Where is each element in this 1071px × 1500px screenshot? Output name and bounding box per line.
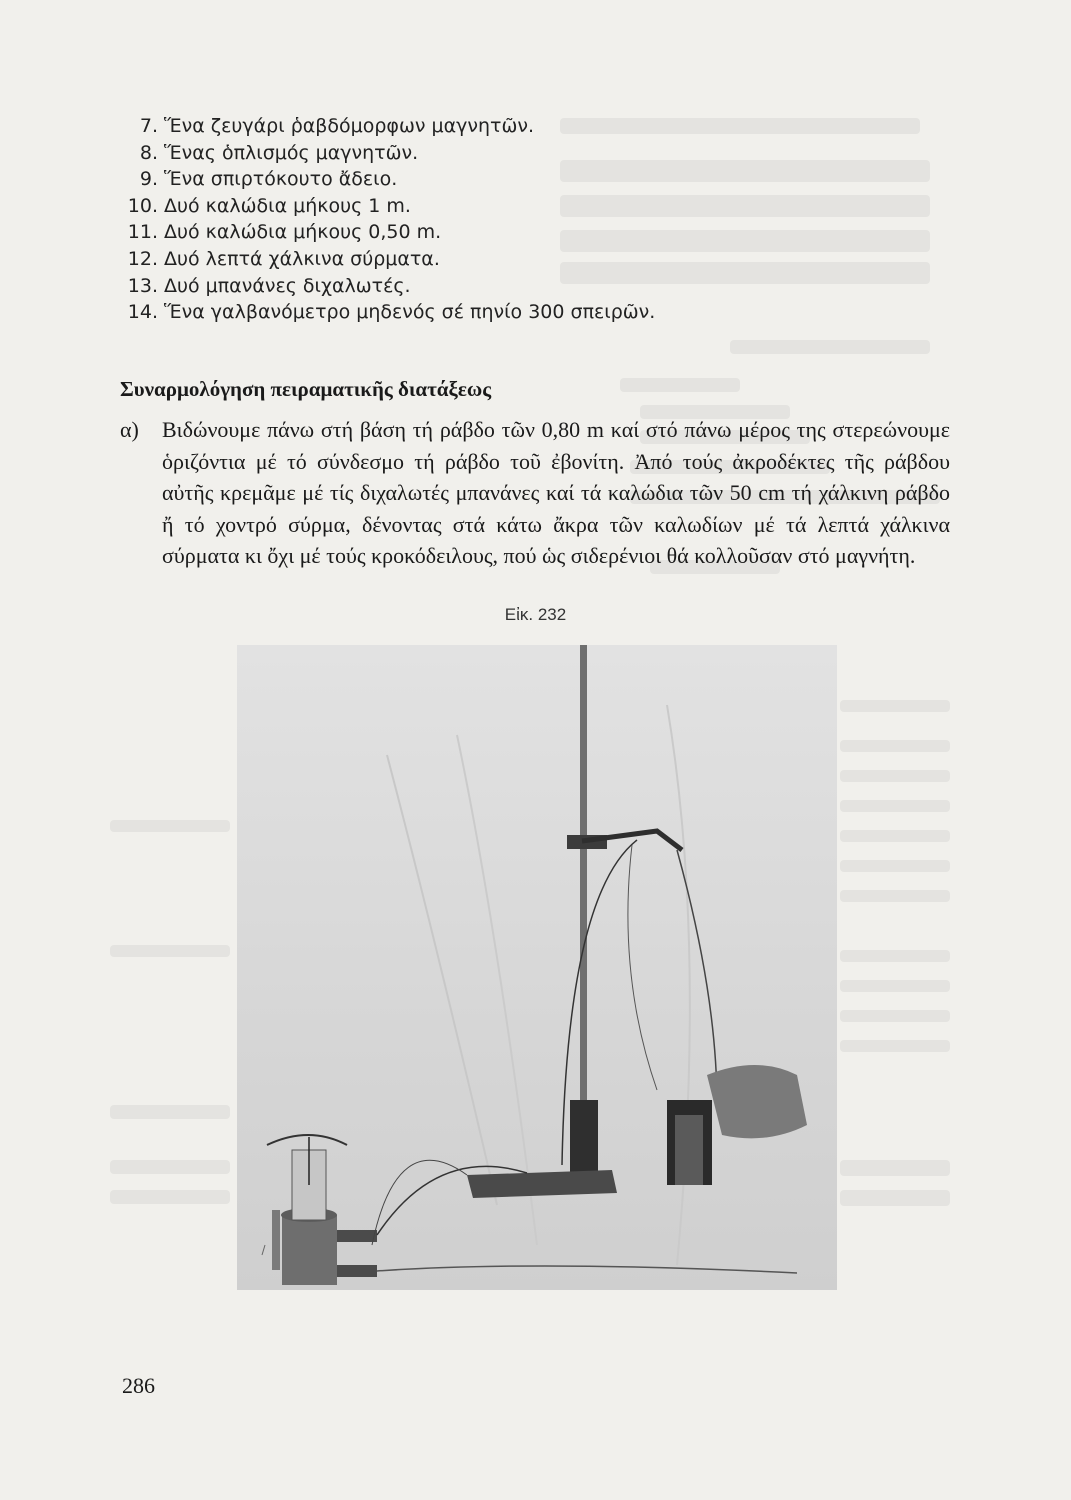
page-number: 286 [122, 1373, 155, 1398]
apparatus-illustration [237, 645, 837, 1290]
list-item: 9. Ἕνα σπιρτόκουτο ἄδειο. [139, 168, 398, 191]
assembly-paragraph [120, 414, 950, 572]
list-item: 14. Ἕνα γαλβανόμετρο μηδενός σέ πηνίο 300 σπειρῶν. [127, 301, 656, 324]
figure-caption: Εἰκ. 232 [504, 605, 567, 624]
list-item: 8. Ἕνας ὁπλισμός μαγνητῶν. [139, 141, 419, 164]
paragraph-label: α) [120, 417, 139, 442]
list-item: 7. Ἕνα ζευγάρι ῥαβδόμορφων μαγνητῶν. [139, 115, 535, 137]
section-heading: Συναρμολόγηση πειραματικῆς διατάξεως [120, 377, 492, 401]
equipment-list [120, 113, 655, 326]
list-item: 12. Δυό λεπτά χάλκινα σύρματα. [127, 247, 440, 270]
list-item: 11. Δυό καλώδια μήκους 0,50 m. [127, 221, 442, 244]
experiment-photo [237, 645, 837, 1290]
list-item: 13. Δυό μπανάνες διχαλωτές. [127, 274, 411, 297]
list-item: 10. Δυό καλώδια μήκους 1 m. [127, 194, 411, 217]
paragraph-text: Βιδώνουμε πάνω στή βάση τή ράβδο τῶν 0,80 m καί στό πάνω μέρος της στερεώνουμε ὁριζόντια μέ τό σύνδεσμο τή ράβδο τοῦ ἐβονίτη. Ἀπό τούς ἀκροδέκτες τῆς ράβδου αὐτῆς κρεμᾶμε μέ τίς διχαλωτές μπανάνες καί τά καλώδια τῶν 50 cm τή χάλκινη ράβδο ἤ τό χοντρό σύρμα, δένοντας στά κάτω ἄκρα τῶν καλωδίων μέ τά λεπτά χάλκινα σύρματα κι ὄχι μέ τούς κροκόδειλους, πού ὡς σιδερένιοι θά κολλοῦσαν στό μαγνήτη. [162, 417, 950, 568]
